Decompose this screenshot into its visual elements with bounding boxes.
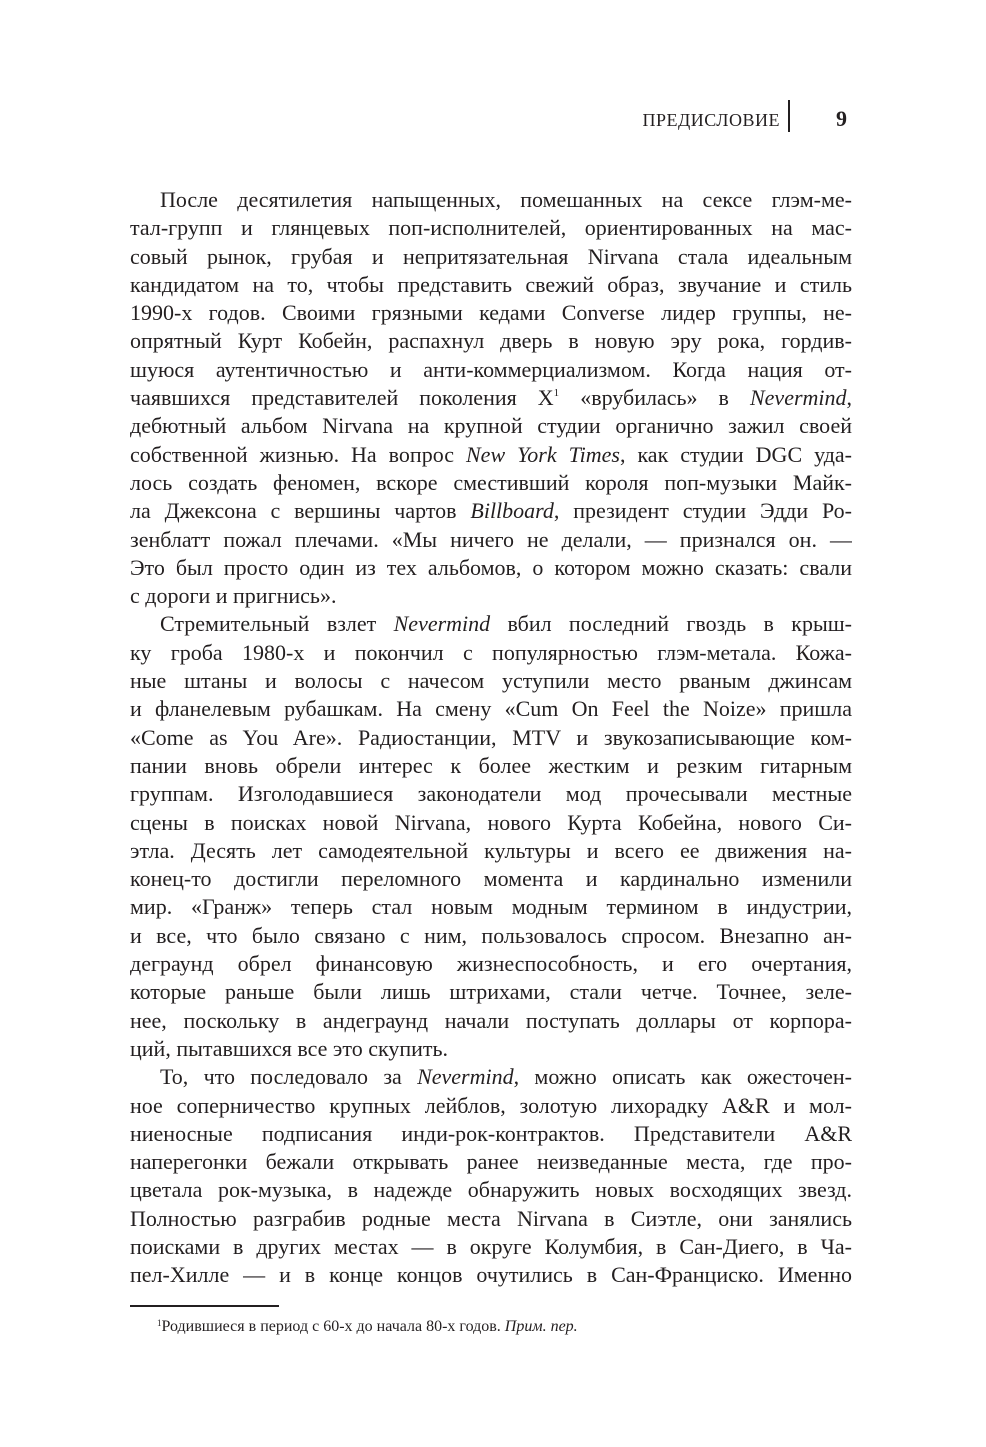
- text-line: [130, 327, 852, 355]
- text-line: [130, 214, 852, 242]
- text-line: [130, 809, 852, 837]
- italic-title: Nevermind: [417, 1064, 514, 1090]
- text-segment: Стремительный взлет: [160, 611, 394, 637]
- text-line: [130, 469, 852, 497]
- text-line: [130, 695, 852, 723]
- text-line: [130, 1261, 852, 1289]
- footnote-translator-note: Прим. пер.: [504, 1318, 578, 1335]
- text-segment: которые раньше были лишь штрихами, стали четче. Точнее, зеле-: [130, 979, 852, 1005]
- text-segment: Это был просто один из тех альбомов, о котором можно сказать: свали: [130, 554, 852, 580]
- footnote-text: Родившиеся в период с 60-х до начала 80-х годов.: [161, 1318, 505, 1335]
- text-line: [130, 554, 852, 582]
- text-line: [130, 639, 852, 667]
- text-line: [130, 384, 852, 412]
- text-line: [130, 186, 852, 214]
- text-segment: конец-то достигли переломного момента и кардинально изменили: [130, 866, 852, 892]
- running-title: ПРЕДИСЛОВИЕ: [642, 110, 780, 130]
- text-line: [130, 526, 852, 554]
- italic-title: Billboard: [470, 498, 554, 524]
- text-line: [130, 667, 852, 695]
- text-segment: лось создать феномен, вскоре сместивший короля поп-музыки Майк-: [130, 469, 852, 495]
- text-segment: То, что последовало за: [160, 1064, 418, 1090]
- text-segment: вбил последний гвоздь в крыш-: [490, 611, 852, 637]
- text-segment: ниеносные подписания инди-рок-контрактов. Представители A&R: [130, 1120, 852, 1146]
- text-line: [130, 582, 852, 610]
- text-segment: ций, пытавшихся все это скупить.: [130, 1035, 449, 1061]
- text-segment: , как студии DGC уда-: [619, 441, 852, 467]
- text-segment: ное соперничество крупных лейблов, золотую лихорадку A&R и мол-: [130, 1092, 852, 1118]
- text-segment: цветала рок-музыка, в надежде обнаружить новых восходящих звезд.: [130, 1177, 852, 1203]
- body-text: [130, 186, 852, 1290]
- text-segment: ла Джексона с вершины чартов: [130, 498, 471, 524]
- text-line: [130, 724, 852, 752]
- header-divider: [788, 100, 790, 132]
- text-line: [130, 780, 852, 808]
- text-line: [130, 356, 852, 384]
- page-number: 9: [836, 106, 847, 131]
- text-line: [130, 1063, 852, 1091]
- text-segment: дебютный альбом Nirvana на крупной студии органично зажил своей: [130, 413, 852, 439]
- text-line: [130, 243, 852, 271]
- text-segment: и все, что было связано с ним, пользовалось спросом. Внезапно ан-: [130, 922, 852, 948]
- text-line: [130, 922, 852, 950]
- text-segment: , президент студии Эдди Ро-: [553, 498, 852, 524]
- text-segment: нее, поскольку в андеграунд начали поступать доллары от корпора-: [130, 1007, 852, 1033]
- text-line: [130, 610, 852, 638]
- running-header: [0, 104, 986, 138]
- text-line: [130, 271, 852, 299]
- text-line: [130, 1148, 852, 1176]
- text-segment: «Come as You Are». Радиостанции, MTV и звукозаписывающие ком-: [130, 724, 852, 750]
- text-segment: наперегонки бежали открывать ранее неизведанные места, где про-: [130, 1149, 852, 1175]
- text-segment: этла. Десять лет самодеятельной культуры и всего ее движения на-: [130, 837, 852, 863]
- text-segment: кандидатом на то, чтобы представить свежий образ, звучание и стиль: [130, 271, 852, 297]
- text-segment: мир. «Гранж» теперь стал новым модным термином в индустрии,: [130, 894, 852, 920]
- text-line: [130, 299, 852, 327]
- text-segment: тал-групп и глянцевых поп-исполнителей, ориентированных на мас-: [130, 215, 852, 241]
- text-segment: зенблатт пожал плечами. «Мы ничего не делали, — признался он. —: [130, 526, 852, 552]
- text-line: [130, 441, 852, 469]
- text-segment: и фланелевым рубашкам. На смену «Cum On Feel the Noize» пришла: [130, 696, 852, 722]
- text-line: [130, 1233, 852, 1261]
- text-segment: поисками в других местах — в округе Колумбия, в Сан-Диего, в Ча-: [130, 1233, 852, 1259]
- text-line: [130, 1205, 852, 1233]
- text-line: [130, 978, 852, 1006]
- text-line: [130, 412, 852, 440]
- text-segment: опрятный Курт Кобейн, распахнул дверь в новую эру рока, гордив-: [130, 328, 852, 354]
- footnote-marker: 1: [157, 1318, 162, 1328]
- text-line: [130, 1007, 852, 1035]
- footnote: [157, 1316, 578, 1338]
- text-segment: ку гроба 1980-х и покончил с популярностью глэм-метала. Кожа-: [130, 639, 852, 665]
- text-segment: собственной жизнью. На вопрос: [130, 441, 466, 467]
- text-segment: Полностью разграбив родные места Nirvana в Сиэтле, они занялись: [130, 1205, 852, 1231]
- text-line: [130, 1120, 852, 1148]
- text-segment: «врубилась» в: [559, 385, 750, 411]
- text-segment: сцены в поисках новой Nirvana, нового Курта Кобейна, нового Си-: [130, 809, 852, 835]
- text-line: [130, 1092, 852, 1120]
- text-line: [130, 752, 852, 780]
- text-segment: пании вновь обрели интерес к более жестким и резким гитарным: [130, 752, 852, 778]
- text-segment: ,: [846, 385, 852, 411]
- text-segment: После десятилетия напыщенных, помешанных на сексе глэм-ме-: [160, 187, 852, 212]
- italic-title: Nevermind: [749, 385, 847, 411]
- text-line: [130, 1176, 852, 1204]
- text-line: [130, 865, 852, 893]
- text-segment: шуюся аутентичностью и анти-коммерциализмом. Когда нация от-: [130, 356, 852, 382]
- text-segment: ные штаны и волосы с начесом уступили место рваным джинсам: [130, 668, 852, 694]
- text-line: [130, 893, 852, 921]
- footnote-rule: [130, 1305, 279, 1307]
- text-line: [130, 837, 852, 865]
- footnote-reference: 1: [553, 387, 560, 400]
- text-segment: деграунд обрел финансовую жизнеспособность, и его очертания,: [130, 951, 852, 977]
- text-segment: , можно описать как ожесточен-: [513, 1064, 852, 1090]
- text-segment: 1990-х годов. Своими грязными кедами Converse лидер группы, не-: [130, 300, 852, 326]
- text-line: [130, 497, 852, 525]
- text-segment: совый рынок, грубая и непритязательная Nirvana стала идеальным: [130, 243, 852, 269]
- text-segment: чаявшихся представителей поколения X: [130, 385, 554, 411]
- text-segment: с дороги и пригнись».: [130, 583, 337, 609]
- italic-title: New York Times: [466, 441, 620, 467]
- text-segment: группам. Изголодавшиеся законодатели мод прочесывали местные: [130, 781, 852, 807]
- text-segment: пел-Хилле — и в конце концов очутились в Сан-Франциско. Именно: [130, 1262, 852, 1288]
- italic-title: Nevermind: [393, 611, 491, 637]
- text-line: [130, 950, 852, 978]
- text-line: [130, 1035, 852, 1063]
